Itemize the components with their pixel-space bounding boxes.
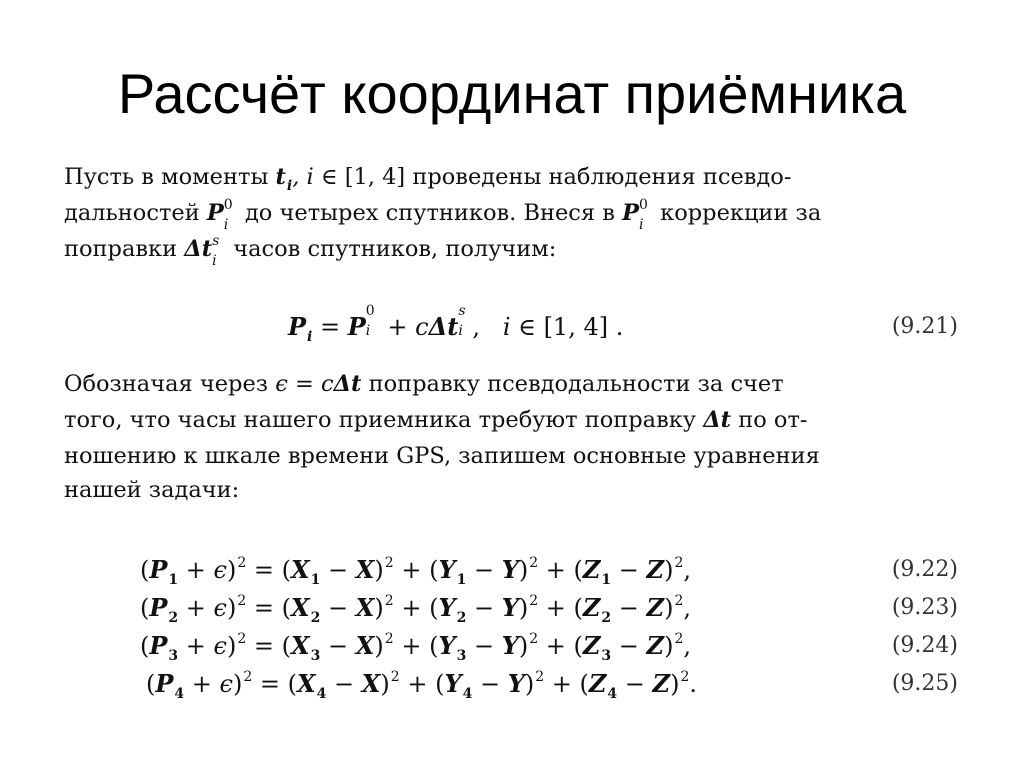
paragraph1-visual-line-1: Пусть в моменты $t_i$, i ∈ [1, 4] проведены наблюдения псевдо-	[64, 164, 792, 194]
text-segment: того, что часы нашего приемника требуют поправку	[64, 407, 704, 433]
equation-text	[0, 669, 1, 670]
text-segment: дальностей	[64, 200, 207, 226]
equation-number: (9.21)	[891, 314, 958, 339]
text-segment: проведены наблюдения псевдо-	[405, 164, 792, 190]
slide-title: Рассчёт координат приёмника	[117, 62, 907, 125]
paragraph2-line-1: Обозначая через ϵ = cΔt поправку псевдодальности за счет	[64, 371, 784, 397]
paragraph2-line-4: нашей задачи:	[64, 477, 240, 503]
equation-rendering: $(P_3 + \epsilon)^2 = (X_3 - X)^2 + (Y_3 - Y)^2 + (Z_3 - Z)^2$,	[140, 631, 691, 664]
text-segment: по от-	[731, 407, 808, 433]
equation-number: (9.24)	[891, 633, 958, 658]
paragraph2-line-2: того, что часы нашего приемника требуют поправку Δt по от-	[64, 407, 808, 433]
text-segment: Пусть в моменты	[64, 164, 276, 190]
equation-text	[0, 593, 1, 594]
equation-number: (9.22)	[891, 557, 958, 582]
equation-rendering: $(P_4 + \epsilon)^2 = (X_4 - X)^2 + (Y_4 - Y)^2 + (Z_4 - Z)^2$.	[146, 669, 697, 702]
text-segment: до четырех спутников. Внеся в	[237, 200, 623, 226]
equation-9-25	[0, 669, 1024, 705]
equation-rendering: $(P_2 + \epsilon)^2 = (X_2 - X)^2 + (Y_2 - Y)^2 + (Z_2 - Z)^2$,	[140, 593, 691, 626]
text-segment: коррекции за	[653, 200, 822, 226]
equation-9-22	[0, 555, 1024, 591]
equation-rendering: $P_i = P$ 0 i + cΔt s i , i ∈ [1, 4] .	[288, 303, 624, 345]
equation-number: (9.25)	[891, 671, 958, 696]
paragraph1-visual-line-2: дальностей P 0 i до четырех спутников. Внеся в P 0 i коррекции за	[64, 197, 822, 233]
equation-text	[0, 631, 1, 632]
paragraph1-visual-line-3: поправки Δt s i часов спутников, получим:	[64, 233, 557, 269]
equation-9-24	[0, 631, 1024, 667]
equation-text	[0, 312, 1, 313]
paragraph-observations	[64, 160, 956, 270]
text-segment: часов спутников, получим:	[226, 236, 557, 262]
equation-9-23	[0, 593, 1024, 629]
equation-text	[0, 555, 1, 556]
paragraph2-line-3: ношению к шкале времени GPS, запишем основные уравнения	[64, 443, 820, 469]
equation-number: (9.23)	[891, 595, 958, 620]
equation-9-21	[0, 303, 1024, 348]
paragraph-receiver-correction	[64, 367, 956, 507]
equation-rendering: $(P_1 + \epsilon)^2 = (X_1 - X)^2 + (Y_1 - Y)^2 + (Z_1 - Z)^2$,	[140, 555, 691, 588]
text-segment: поправки	[64, 236, 185, 262]
text-segment: Обозначая через	[64, 371, 276, 397]
text-segment: поправку псевдодальности за счет	[361, 371, 784, 397]
